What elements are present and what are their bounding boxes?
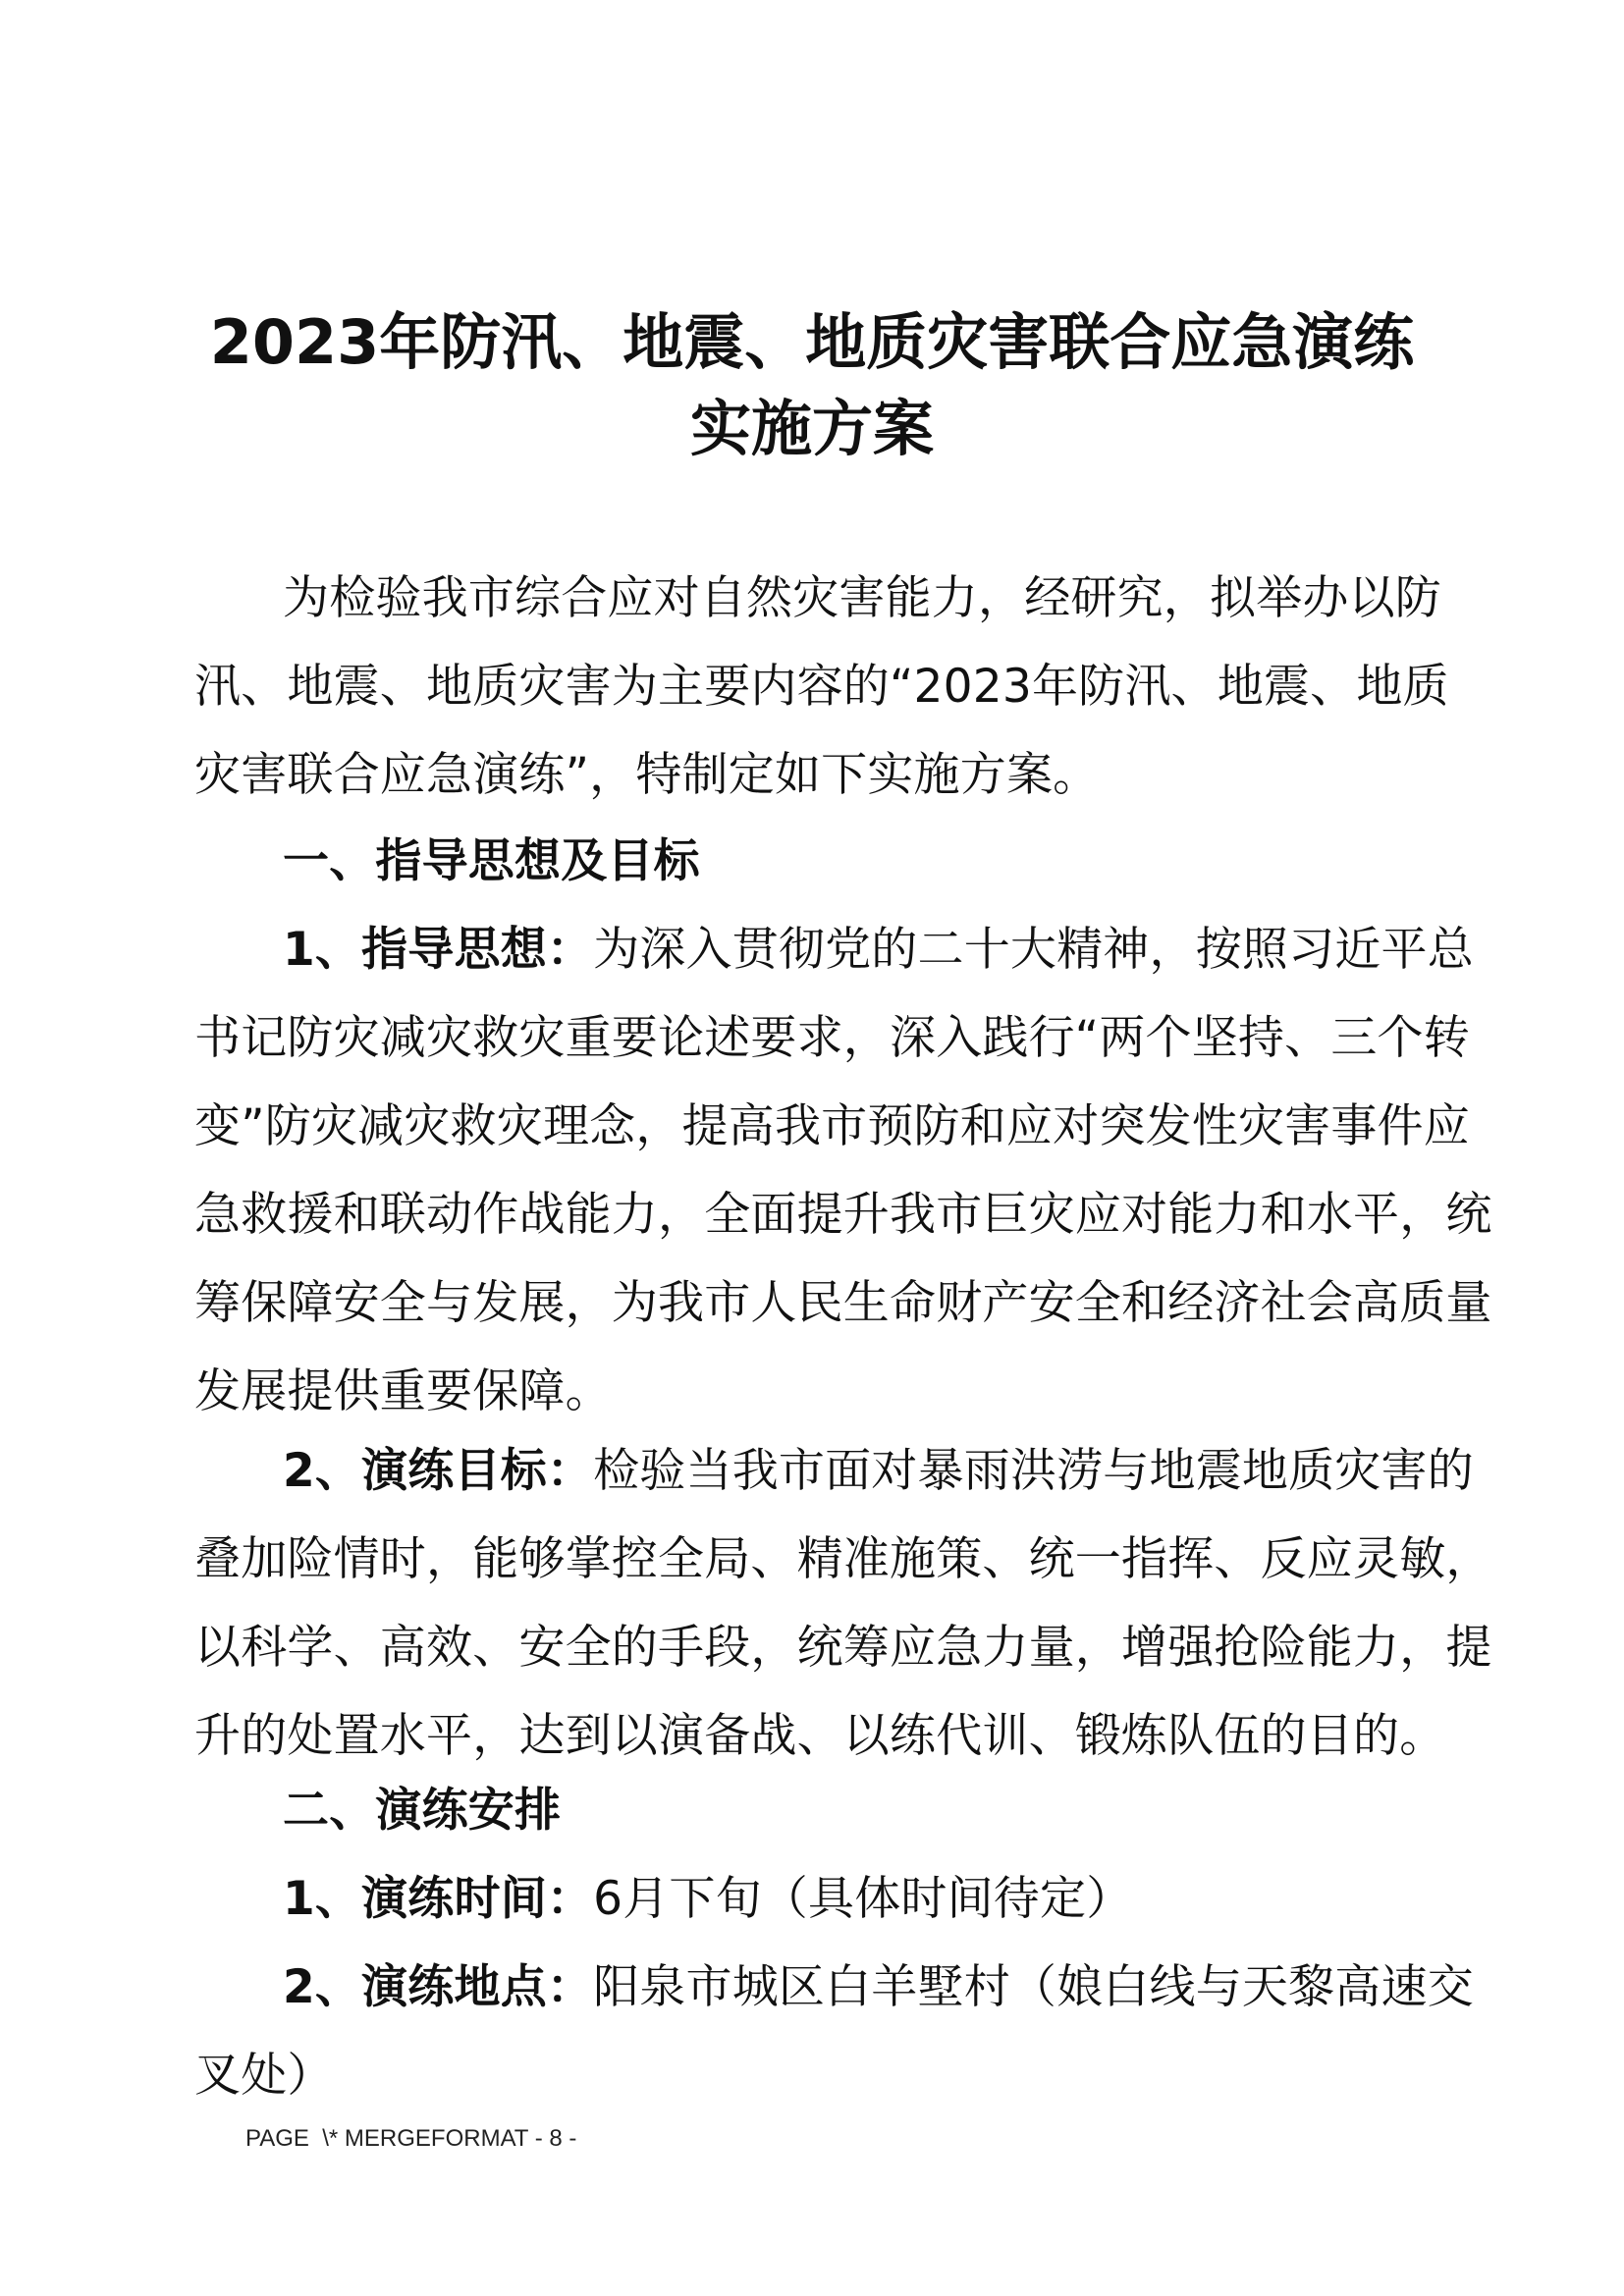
intro-line-1: 为检验我市综合应对自然灾害能力，经研究，拟举办以防: [283, 571, 1441, 625]
intro-line-3: 灾害联合应急演练”，特制定如下实施方案。: [194, 748, 1100, 802]
item-1-line-6: 发展提供重要保障。: [194, 1364, 612, 1418]
section-2-heading-block: [194, 1767, 1439, 1855]
item-2-line-3: 以科学、高效、安全的手段，统筹应急力量，增强抢险能力，提: [194, 1621, 1492, 1675]
section-2-item-1: [194, 1855, 1439, 1944]
location-label: 2、演练地点：: [283, 1960, 594, 2014]
item-2-line-2: 叠加险情时，能够掌控全局、精准施策、统一指挥、反应灵敏，: [194, 1532, 1492, 1586]
location-line-1: [194, 1944, 1474, 2032]
item-2-label: 2、演练目标：: [283, 1444, 594, 1498]
section-1-item-1: [194, 906, 1492, 1436]
item-2-first-line: [194, 1427, 1474, 1516]
intro-line-2: 汛、地震、地质灾害为主要内容的“2023年防汛、地震、地质: [194, 660, 1449, 714]
location-line-2: 叉处）: [194, 2049, 334, 2103]
section-2-heading: 二、演练安排: [283, 1784, 562, 1838]
section-1-heading: 一、指导思想及目标: [283, 834, 700, 888]
item-1-line-3: 变”防灾减灾救灾理念，提高我市预防和应对突发性灾害事件应: [194, 1099, 1470, 1153]
intro-paragraph: [194, 555, 1449, 820]
section-1-heading-block: [194, 818, 1439, 906]
item-1-line-4: 急救援和联动作战能力，全面提升我市巨灾应对能力和水平，统: [194, 1188, 1492, 1242]
item-1-first-line: [194, 906, 1474, 994]
location-text: 阳泉市城区白羊墅村（娘白线与天黎高速交: [593, 1960, 1474, 2014]
time-line: [194, 1855, 1439, 1944]
page-footer: PAGE \* MERGEFORMAT - 8 -: [245, 2125, 577, 2152]
time-text: 6月下旬（具体时间待定）: [593, 1872, 1133, 1926]
item-2-line-4: 升的处置水平，达到以演备战、以练代训、锻炼队伍的目的。: [194, 1709, 1446, 1763]
time-label: 1、演练时间：: [283, 1872, 594, 1926]
document-title-line-2: 实施方案: [689, 393, 934, 464]
document-title-line-1: 2023年防汛、地震、地质灾害联合应急演练: [209, 306, 1415, 378]
item-1-text: 为深入贯彻党的二十大精神，按照习近平总: [593, 923, 1474, 977]
section-1-item-2: [194, 1427, 1492, 1781]
item-1-label: 1、指导思想：: [283, 923, 594, 977]
section-2-item-2: [194, 1944, 1474, 2120]
item-2-text: 检验当我市面对暴雨洪涝与地震地质灾害的: [593, 1444, 1474, 1498]
item-1-line-5: 筹保障安全与发展，为我市人民生命财产安全和经济社会高质量: [194, 1276, 1492, 1330]
item-1-line-2: 书记防灾减灾救灾重要论述要求，深入践行“两个坚持、三个转: [194, 1011, 1470, 1065]
